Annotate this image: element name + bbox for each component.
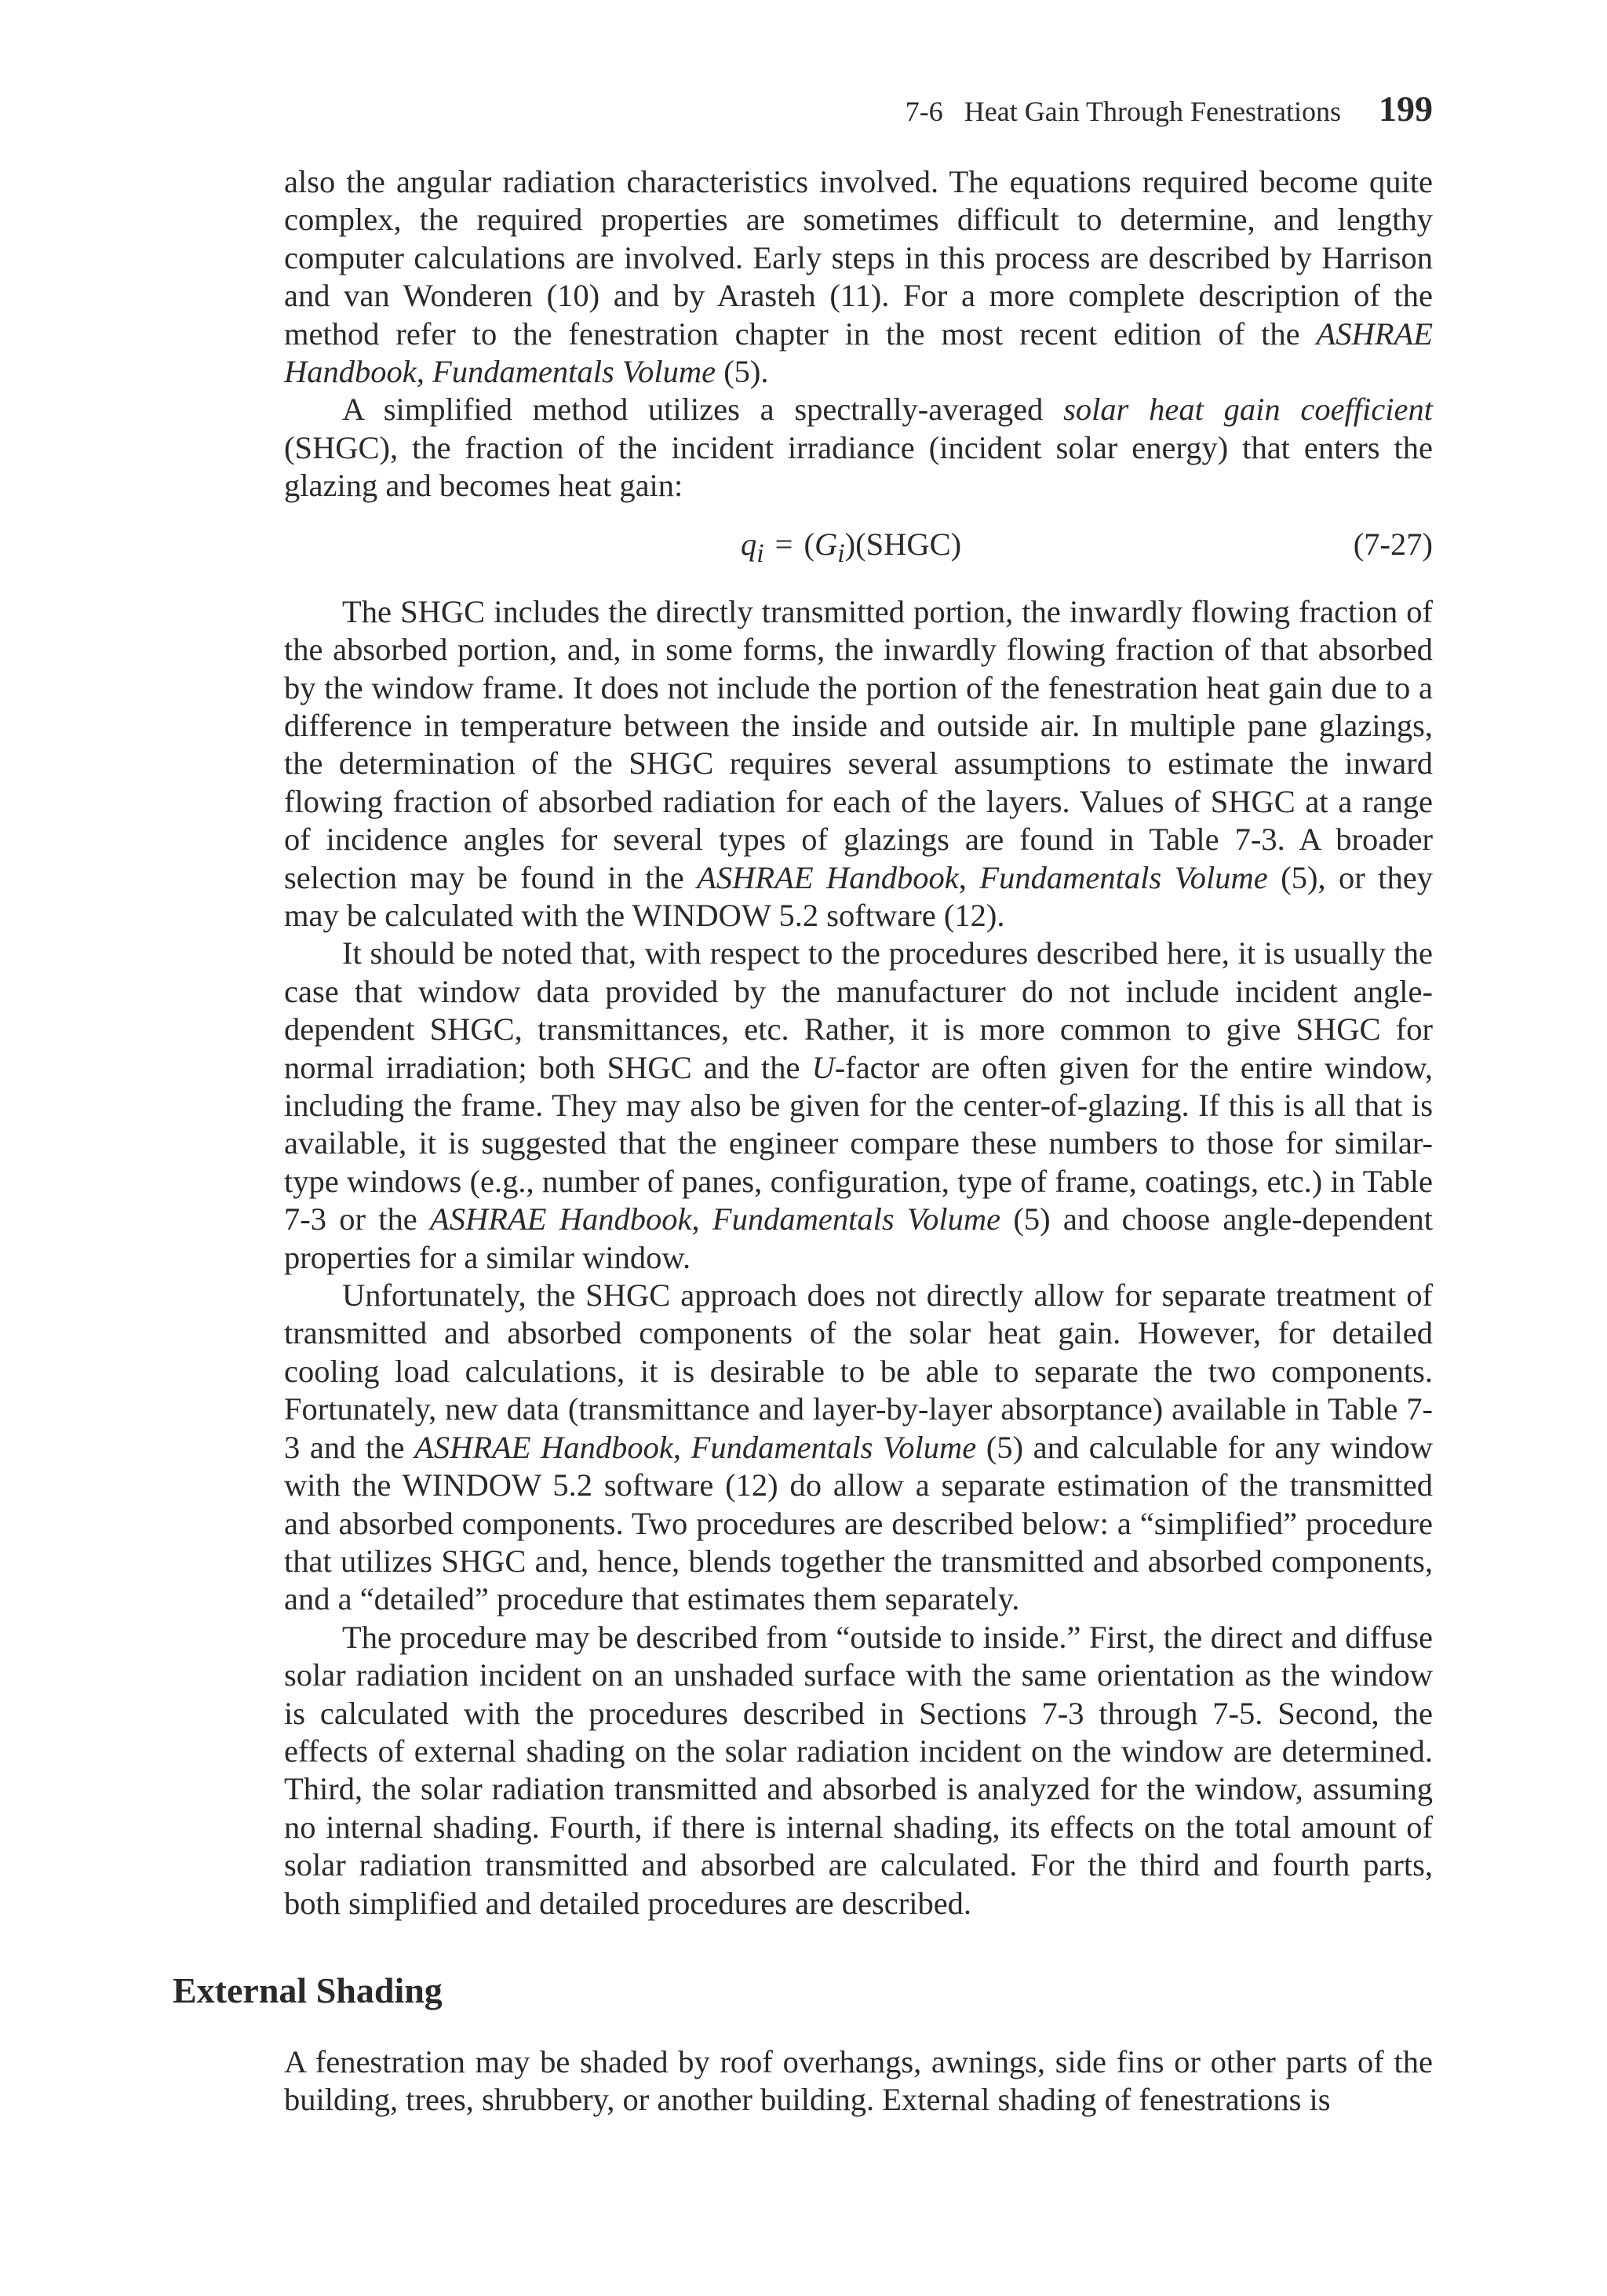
eq-rhs-var: G (814, 526, 838, 562)
italic-run: solar heat gain coefficient (1063, 392, 1434, 428)
text-run: (5). (716, 354, 769, 390)
italic-run: Fundamentals Volume (979, 859, 1268, 895)
eq-operator: = (774, 526, 793, 562)
italic-run: U (811, 1049, 835, 1085)
running-title (906, 95, 1341, 128)
italic-run: Fundamentals Volume (691, 1429, 977, 1465)
italic-run: ASHRAE Handbook (430, 1201, 692, 1237)
text-run: , (691, 1201, 712, 1237)
italic-run: Fundamentals Volume (712, 1201, 1001, 1237)
paragraph-2 (284, 391, 1433, 505)
text-run: The SHGC includes the directly transmitted portion, the inwardly flowing fraction of the absorbed portion, and, in some forms, the inwardly flowing fraction of that absorbed by the window frame. It does not include the portion of the fenestration heat gain due to a difference in temperature between the inside and outside air. In multiple pane glazings, the determination of the SHGC requires several assumptions to estimate the inward flowing fraction of absorbed radiation for each of the layers. Values of SHGC at a range of incidence angles for several types of glazings are found in Table 7-3. A broader selection may be found in the (284, 593, 1433, 895)
paragraph-3 (284, 593, 1433, 935)
text-run: (5) and choose angle-dependent properties for a similar window. (284, 1201, 1433, 1275)
text-run: A simplified method utilizes a spectrally-averaged (342, 392, 1064, 428)
eq-rhs-subscript: i (837, 538, 845, 568)
body-text (284, 163, 1433, 1922)
text-run: , (958, 859, 980, 895)
text-run: It should be noted that, with respect to the procedures described here, it is usually the case that window data provided by the manufacturer do not include incident angle-dependent SHGC, transmittances, etc. Rather, it is more common to give SHGC for normal irradiation; both SHGC and the (284, 935, 1433, 1085)
italic-run: ASHRAE Handbook, Fundamentals Volume (284, 315, 1433, 390)
eq-lhs-var: q (741, 526, 757, 562)
text-run: also the angular radiation characteristics involved. The equations required become quite complex, the required properties are sometimes difficult to determine, and lengthy computer calculations are involved. Early steps in this process are described by Harrison and van Wonderen (10) and by Arasteh (11). For a more complete description of the method refer to the fenestration chapter in the most recent edition of the (284, 164, 1433, 352)
text-run: , (672, 1429, 691, 1465)
page-number: 199 (1379, 89, 1433, 129)
equation-body (741, 526, 961, 573)
paragraph-6 (284, 1619, 1433, 1922)
paragraph-4 (284, 935, 1433, 1277)
text-run: (SHGC), the fraction of the incident irradiance (incident solar energy) that enters the glazing and becomes heat gain: (284, 429, 1433, 504)
text-run: A fenestration may be shaded by roof overhangs, awnings, side fins or other parts of the building, trees, shrubbery, or another building. External shading of fenestrations is (284, 2044, 1433, 2118)
section-title: Heat Gain Through Fenestrations (964, 96, 1341, 127)
text-run: (5) and calculable for any window with the WINDOW 5.2 software (12) do allow a separate estimation of the transmitted and absorbed components. Two procedures are described below: a “simplified” procedure that utilizes SHGC and, hence, blends together the transmitted and absorbed components, and a “detailed” procedure that estimates them separately. (284, 1429, 1433, 1617)
section-number: 7-6 (905, 96, 943, 127)
paragraph-5 (284, 1277, 1433, 1619)
text-run: Unfortunately, the SHGC approach does not directly allow for separate treatment of transmitted and absorbed components of the solar heat gain. However, for detailed cooling load calculations, it is desirable to be able to separate the two components. Fortunately, new data (transmittance and layer-by-layer absorptance) available in Table 7-3 and the (284, 1277, 1433, 1465)
eq-paren-open: ( (804, 526, 814, 562)
eq-lhs-subscript: i (756, 538, 764, 568)
body-text-continued (284, 2043, 1433, 2119)
italic-run: ASHRAE Handbook (414, 1429, 673, 1465)
equation-number: (7-27) (1353, 526, 1433, 562)
text-run: The procedure may be described from “outside to inside.” First, the direct and diffuse solar radiation incident on an unshaded surface with the same orientation as the window is calculated with the procedures described in Sections 7-3 through 7-5. Second, the effects of external shading on the solar radiation incident on the window are determined. Third, the solar radiation transmitted and absorbed is analyzed for the window, assuming no internal shading. Fourth, if there is internal shading, its effects on the total amount of solar radiation transmitted and absorbed are calculated. For the third and fourth parts, both simplified and detailed procedures are described. (284, 1619, 1433, 1921)
eq-rhs-rest: (SHGC) (855, 526, 962, 562)
running-head (906, 88, 1433, 129)
text-run: -factor are often given for the entire window, including the frame. They may also be given for the center-of-glazing. If this is all that is available, it is suggested that the engineer compare these numbers to those for similar-type windows (e.g., number of panes, configuration, type of frame, coatings, etc.) in Table 7-3 or the (284, 1049, 1433, 1237)
paragraph-1 (284, 163, 1433, 391)
eq-paren-close: ) (844, 526, 856, 562)
text-run: (5), or they may be calculated with the WINDOW 5.2 software (12). (284, 859, 1433, 933)
paragraph-7 (284, 2043, 1433, 2119)
section-heading: External Shading (173, 1970, 443, 2010)
equation-7-27 (284, 526, 1433, 573)
italic-run: ASHRAE Handbook (697, 859, 959, 895)
